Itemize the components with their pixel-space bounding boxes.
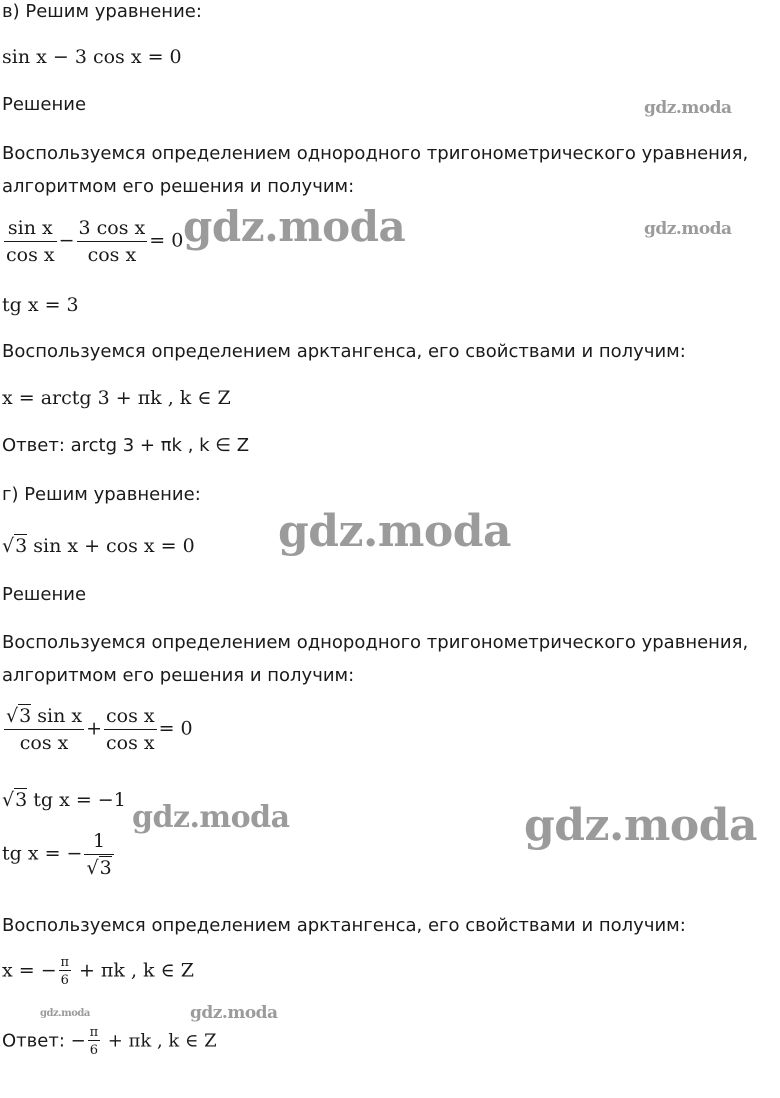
heading-g: г) Решим уравнение: <box>2 484 201 505</box>
x-eq-g <box>2 955 194 988</box>
fraction-eq-g <box>2 705 193 754</box>
tg-eq-v: tg x = 3 <box>2 294 79 316</box>
solution-label-g: Решение <box>2 584 87 605</box>
frac1-den-v: cos x <box>6 244 55 266</box>
watermark: gdz.moda <box>278 506 512 557</box>
answer-prefix-g: Ответ: − <box>2 1030 86 1052</box>
equation-g-rest: sin x + cos x = 0 <box>27 535 195 557</box>
frac1-num-rest: sin x <box>31 705 83 727</box>
x-eq-v: x = arctg 3 + πk , k ∈ Z <box>2 387 231 409</box>
frac1-root: 3 <box>19 705 32 727</box>
equation-v: sin x − 3 cos x = 0 <box>2 46 182 68</box>
x-frac-num: π <box>60 955 70 970</box>
watermark: gdz.moda <box>132 800 290 835</box>
frac1-num-g: √3 sin x <box>4 705 84 730</box>
answer-g <box>2 1025 217 1058</box>
answer-suffix-g: + πk , k ∈ Z <box>101 1030 217 1052</box>
text1-g: Воспользуемся определением однородного тригонометрического уравнения, алгоритмом его решения и получим: <box>2 632 749 686</box>
minus-v: − <box>58 229 75 252</box>
text1-v: Воспользуемся определением однородного тригонометрического уравнения, алгоритмом его решения и получим: <box>2 143 749 197</box>
sqrt-radicand: 3 <box>15 535 28 557</box>
x-prefix-g: x = − <box>2 959 57 982</box>
frac1-num-v: sin x <box>4 217 57 242</box>
tg-line-g: √3 tg x = −1 <box>2 789 126 811</box>
watermark: gdz.moda <box>644 219 732 239</box>
frac2-den-g: cos x <box>105 732 155 754</box>
frac1-den-g: cos x <box>19 732 69 754</box>
tg-x-prefix: tg x = − <box>2 842 83 865</box>
watermark: gdz.moda <box>183 202 406 251</box>
watermark: gdz.moda <box>190 1003 278 1023</box>
heading-v: в) Решим уравнение: <box>2 1 202 22</box>
text2-g: Воспользуемся определением арктангенса, его свойствами и получим: <box>2 915 686 936</box>
frac2-num-v: 3 cos x <box>77 217 148 242</box>
frac2-num-g: cos x <box>104 705 157 730</box>
plus-g: + <box>86 717 102 740</box>
tg-frac-den-root: 3 <box>99 857 112 879</box>
text2-v: Воспользуемся определением арктангенса, его свойствами и получим: <box>2 341 686 362</box>
fraction-eq-v <box>2 217 183 266</box>
watermark: gdz.moda <box>644 98 732 118</box>
watermark: gdz.moda <box>40 1008 90 1019</box>
watermark: gdz.moda <box>524 800 758 851</box>
x-suffix-g: + πk , k ∈ Z <box>72 959 194 982</box>
frac-rhs-g: = 0 <box>158 717 193 740</box>
sqrt-sign: √3 <box>2 535 28 557</box>
tg-frac-den: √3 <box>86 857 112 879</box>
tg-frac-num: 1 <box>84 830 113 855</box>
answer-v: Ответ: arctg 3 + πk , k ∈ Z <box>2 435 250 456</box>
frac2-den-v: cos x <box>87 244 137 266</box>
frac-rhs-v: = 0 <box>149 229 184 252</box>
equation-g <box>2 534 195 558</box>
solution-label-v: Решение <box>2 94 87 115</box>
answer-frac-num: π <box>89 1025 99 1040</box>
x-frac-den: 6 <box>60 973 69 988</box>
answer-frac-den: 6 <box>89 1043 98 1058</box>
tg-line-root: 3 <box>15 789 28 811</box>
tg-frac-line-g <box>2 830 116 879</box>
tg-line-rest: tg x = −1 <box>27 789 126 811</box>
